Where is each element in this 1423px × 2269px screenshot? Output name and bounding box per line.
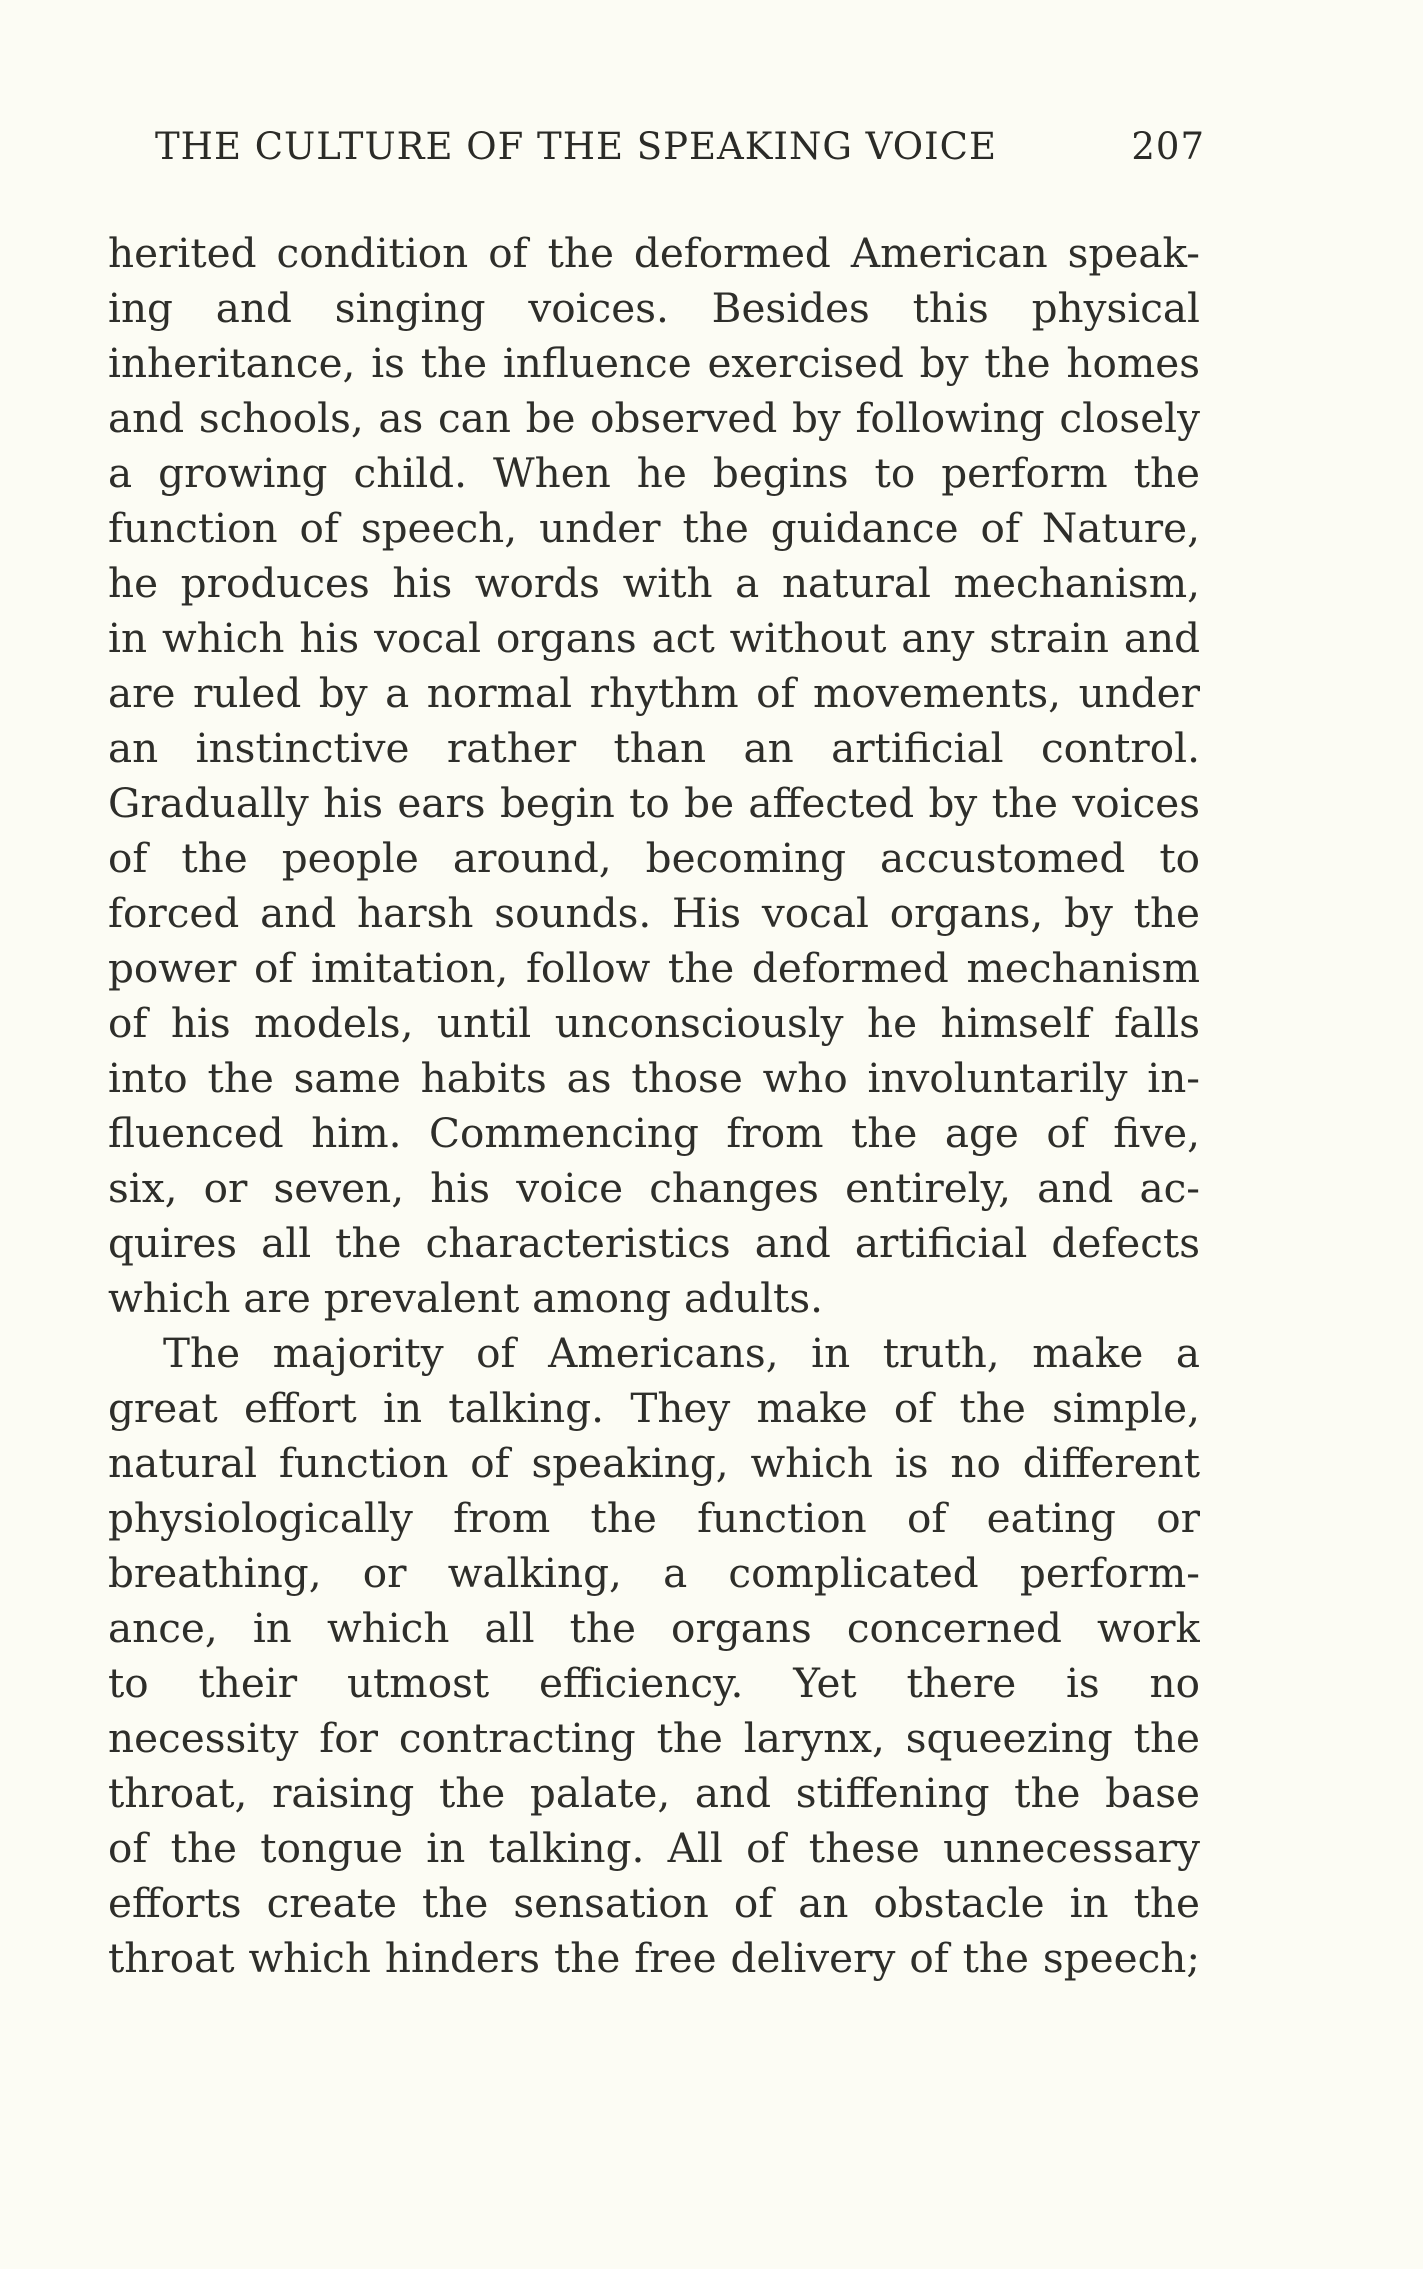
text-line: he produces his words with a natural mechanism, <box>108 559 1200 607</box>
text-line: a growing child. When he begins to perform the <box>108 449 1200 497</box>
text-line: six, or seven, his voice changes entirely, and ac- <box>108 1164 1200 1212</box>
text-line: herited condition of the deformed American speak- <box>108 229 1200 277</box>
text-line: efforts create the sensation of an obstacle in the <box>108 1879 1200 1927</box>
text-line: necessity for contracting the larynx, squeezing the <box>108 1714 1200 1762</box>
text-line: of the tongue in talking. All of these unnecessary <box>108 1824 1200 1872</box>
text-line: inheritance, is the influence exercised by the homes <box>108 339 1200 387</box>
text-line: ing and singing voices. Besides this physical <box>108 284 1200 332</box>
running-head-title: THE CULTURE OF THE SPEAKING VOICE <box>155 125 997 168</box>
text-line: function of speech, under the guidance of Nature, <box>108 504 1200 552</box>
text-line: to their utmost efficiency. Yet there is no <box>108 1659 1200 1707</box>
text-line: are ruled by a normal rhythm of movements, under <box>108 669 1200 717</box>
running-head <box>155 125 1205 181</box>
paragraph-end-line: which are prevalent among adults. <box>108 1274 823 1322</box>
text-line: of his models, until unconsciously he himself falls <box>108 999 1200 1047</box>
body-text <box>108 226 1200 1986</box>
text-line: fluenced him. Commencing from the age of five, <box>108 1109 1200 1157</box>
text-line: breathing, or walking, a complicated perform- <box>108 1549 1200 1597</box>
text-line: throat which hinders the free delivery of the speech; <box>108 1934 1200 1982</box>
text-line: forced and harsh sounds. His vocal organs, by the <box>108 889 1200 937</box>
page-number: 207 <box>1131 125 1205 168</box>
text-line: into the same habits as those who involuntarily in- <box>108 1054 1200 1102</box>
text-line: ance, in which all the organs concerned work <box>108 1604 1200 1652</box>
text-line: physiologically from the function of eating or <box>108 1494 1200 1542</box>
text-line: great effort in talking. They make of the simple, <box>108 1384 1200 1432</box>
text-line: quires all the characteristics and artificial defects <box>108 1219 1200 1267</box>
text-line: power of imitation, follow the deformed mechanism <box>108 944 1200 992</box>
text-line: throat, raising the palate, and stiffening the base <box>108 1769 1200 1817</box>
text-line: and schools, as can be observed by following closely <box>108 394 1200 442</box>
text-line: of the people around, becoming accustomed to <box>108 834 1200 882</box>
paragraph-start-line: The majority of Americans, in truth, make a <box>163 1329 1200 1377</box>
text-line: in which his vocal organs act without any strain and <box>108 614 1200 662</box>
text-line: Gradually his ears begin to be affected by the voices <box>108 779 1200 827</box>
text-line: natural function of speaking, which is no different <box>108 1439 1200 1487</box>
text-line: an instinctive rather than an artificial control. <box>108 724 1200 772</box>
